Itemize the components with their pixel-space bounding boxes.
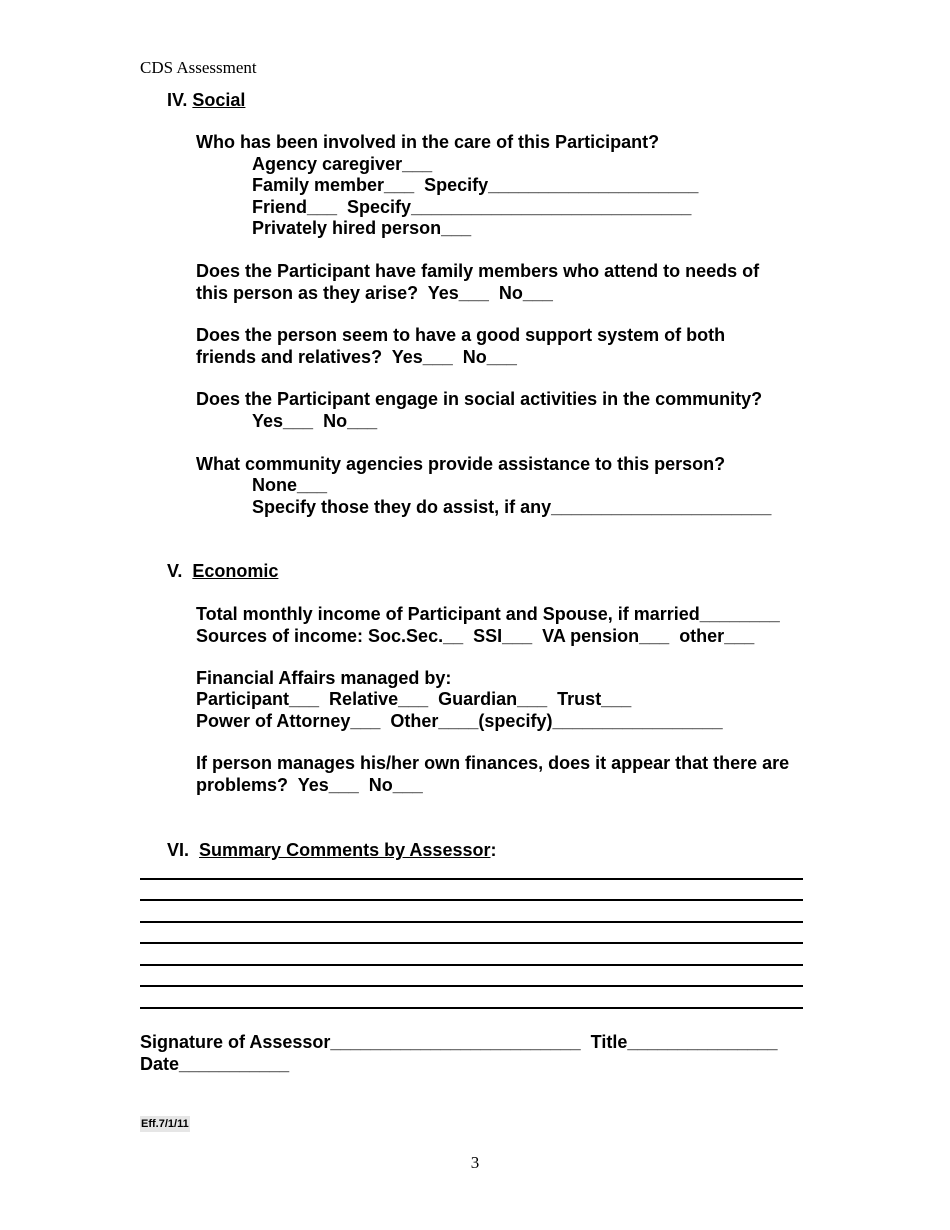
- section-economic-heading: [167, 561, 278, 582]
- economic-financial-line1: Financial Affairs managed by:: [196, 668, 452, 688]
- social-question-support-line1: Does the person seem to have a good support system of both: [196, 325, 726, 345]
- section-summary-numeral: VI.: [167, 840, 190, 860]
- economic-financial-line3: Power of Attorney___ Other____(specify)_________________: [196, 711, 723, 731]
- social-question-activities-line1: Does the Participant engage in social activities in the community?: [196, 389, 763, 409]
- section-economic-title: Economic: [192, 561, 279, 581]
- comment-line[interactable]: [140, 942, 803, 944]
- comment-line[interactable]: [140, 878, 803, 880]
- page-number: 3: [470, 1153, 480, 1172]
- section-summary-heading: [167, 840, 496, 861]
- economic-manage-line2: problems? Yes___ No___: [196, 775, 423, 795]
- social-question-family-line1: Does the Participant have family members who attend to needs of: [196, 261, 760, 281]
- section-summary-colon: :: [490, 840, 497, 860]
- section-economic-numeral: V.: [167, 561, 183, 581]
- economic-income-line2: Sources of income: Soc.Sec.__ SSI___ VA pension___ other___: [196, 626, 755, 646]
- section-social-numeral: IV.: [167, 90, 188, 110]
- social-question-support-line2: friends and relatives? Yes___ No___: [196, 347, 517, 367]
- social-question-agencies-none: None___: [252, 475, 328, 495]
- section-social-heading: [167, 90, 245, 111]
- comment-line[interactable]: [140, 964, 803, 966]
- care-option-friend: Friend___ Specify____________________________: [252, 197, 692, 217]
- care-option-private: Privately hired person___: [252, 218, 472, 238]
- page-header-title: CDS Assessment: [140, 58, 257, 77]
- care-option-agency: Agency caregiver___: [252, 154, 433, 174]
- comment-line[interactable]: [140, 1007, 803, 1009]
- section-social-title: Social: [192, 90, 246, 110]
- comment-line[interactable]: [140, 899, 803, 901]
- social-question-family-line2: this person as they arise? Yes___ No___: [196, 283, 553, 303]
- social-question-care: Who has been involved in the care of this Participant?: [196, 132, 660, 152]
- comment-line[interactable]: [140, 985, 803, 987]
- economic-financial-line2: Participant___ Relative___ Guardian___ Trust___: [196, 689, 632, 709]
- signature-line: Signature of Assessor_________________________ Title_______________: [140, 1032, 778, 1052]
- economic-manage-line1: If person manages his/her own finances, does it appear that there are: [196, 753, 790, 773]
- social-question-agencies-specify: Specify those they do assist, if any______________________: [252, 497, 772, 517]
- economic-income-line1: Total monthly income of Participant and Spouse, if married________: [196, 604, 780, 624]
- date-line: Date___________: [140, 1054, 290, 1074]
- section-summary-title: Summary Comments by Assessor: [199, 840, 491, 860]
- social-question-activities-line2: Yes___ No___: [252, 411, 378, 431]
- social-question-agencies-line1: What community agencies provide assistance to this person?: [196, 454, 726, 474]
- effective-date-badge: Eff.7/1/11: [141, 1118, 189, 1130]
- comment-line[interactable]: [140, 921, 803, 923]
- care-option-family: Family member___ Specify_____________________: [252, 175, 699, 195]
